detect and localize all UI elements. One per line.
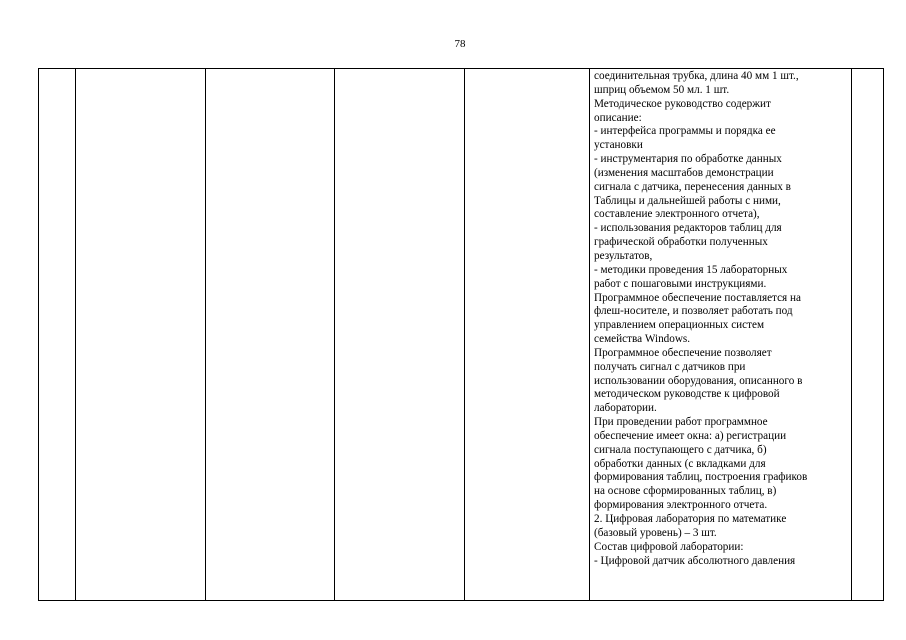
spec-line: соединительная трубка, длина 40 мм 1 шт.,: [594, 70, 799, 82]
spec-line: графической обработки полученных: [594, 236, 768, 249]
spec-line: 2. Цифровая лаборатория по математике: [594, 513, 787, 525]
spec-line: обработки данных (с вкладками для: [594, 457, 766, 470]
table-cell-last: [852, 69, 884, 601]
specification-table: [38, 68, 884, 601]
spec-line: на основе сформированных таблиц, в): [594, 485, 777, 498]
page-number: 78: [454, 38, 466, 50]
spec-line: формирования таблиц, построения графиков: [594, 471, 808, 484]
spec-line: (изменения масштабов демонстрации: [594, 166, 774, 179]
spec-line: семейства Windows.: [594, 333, 691, 346]
spec-line: сигнала с датчика, перенесения данных в: [594, 180, 791, 193]
spec-line: - инструментария по обработке данных: [594, 153, 782, 166]
table-cell-col3: [206, 69, 335, 601]
spec-line: Программное обеспечение позволяет: [594, 346, 772, 359]
table-cell-col4: [335, 69, 465, 601]
spec-line: Таблицы и дальнейшей работы с ними,: [594, 194, 781, 207]
spec-line: шприц объемом 50 мл. 1 шт.: [594, 83, 730, 96]
spec-line: установки: [594, 139, 643, 152]
spec-line: использовании оборудования, описанного в: [594, 374, 803, 387]
spec-line: - интерфейса программы и порядка ее: [594, 125, 776, 138]
table-cell-specification: [590, 69, 852, 601]
spec-line: - использования редакторов таблиц для: [594, 222, 782, 235]
spec-line: работ с пошаговыми инструкциями.: [594, 277, 767, 290]
spec-line: Состав цифровой лаборатории:: [594, 540, 744, 553]
spec-line: методическом руководстве к цифровой: [594, 388, 780, 401]
spec-line: составление электронного отчета),: [594, 208, 760, 221]
spec-line: флеш-носителе, и позволяет работать под: [594, 305, 793, 318]
spec-line: управлением операционных систем: [594, 319, 765, 332]
spec-line: (базовый уровень) – 3 шт.: [594, 526, 717, 539]
table-cell-name: [76, 69, 206, 601]
table-row: [39, 69, 884, 601]
spec-line: Программное обеспечение поставляется на: [594, 291, 801, 304]
spec-line: Методическое руководство содержит: [594, 97, 771, 110]
table-cell-col5: [465, 69, 590, 601]
table-cell-number: [39, 69, 76, 601]
spec-line: При проведении работ программное: [594, 416, 768, 429]
spec-line: формирования электронного отчета.: [594, 499, 768, 512]
spec-line: лаборатории.: [594, 402, 657, 415]
spec-line: сигнала поступающего с датчика, б): [594, 443, 767, 456]
spec-line: описание:: [594, 111, 642, 124]
spec-line: - Цифровой датчик абсолютного давления: [594, 554, 796, 567]
spec-line: обеспечение имеет окна: а) регистрации: [594, 429, 787, 442]
spec-line: - методики проведения 15 лабораторных: [594, 263, 788, 276]
spec-line: результатов,: [594, 249, 653, 262]
spec-line: получать сигнал с датчиков при: [594, 360, 746, 373]
